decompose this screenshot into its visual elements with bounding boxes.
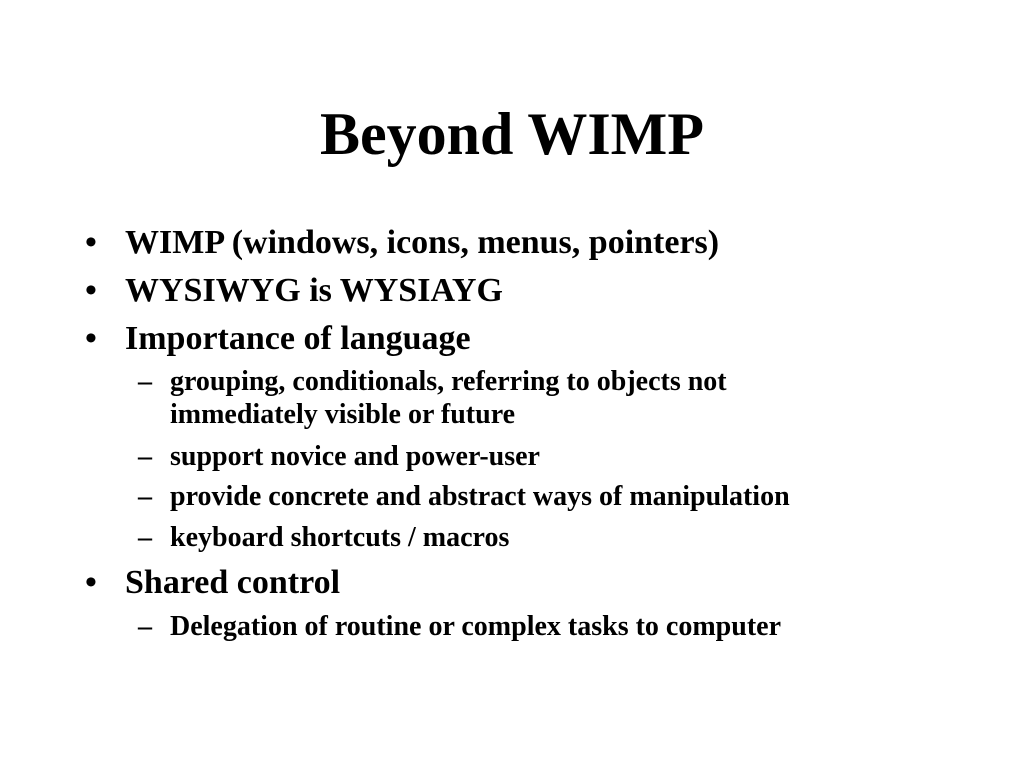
sub-bullet-marker: –	[138, 522, 152, 553]
sub-bullet-text: Delegation of routine or complex tasks to computer	[170, 611, 781, 642]
sub-bullet-text-continued: immediately visible or future	[170, 399, 516, 430]
sub-bullet-text: grouping, conditionals, referring to objects not	[170, 366, 727, 397]
bullet-marker: •	[85, 272, 97, 309]
sub-bullet-text: keyboard shortcuts / macros	[170, 522, 510, 553]
sub-bullet-marker: –	[138, 366, 152, 397]
bullet-text: Importance of language	[125, 320, 471, 357]
sub-bullet-text: support novice and power-user	[170, 441, 540, 472]
bullet-marker: •	[85, 224, 97, 261]
sub-bullet-marker: –	[138, 611, 152, 642]
bullet-text: WIMP (windows, icons, menus, pointers)	[125, 224, 720, 261]
sub-bullet-text: provide concrete and abstract ways of manipulation	[170, 481, 790, 512]
bullet-marker: •	[85, 564, 97, 601]
sub-bullet-marker: –	[138, 441, 152, 472]
bullet-text: WYSIWYG is WYSIAYG	[125, 272, 503, 309]
slide-title: Beyond WIMP	[320, 101, 704, 167]
sub-bullet-marker: –	[138, 481, 152, 512]
bullet-text: Shared control	[125, 564, 341, 601]
bullet-marker: •	[85, 320, 97, 357]
